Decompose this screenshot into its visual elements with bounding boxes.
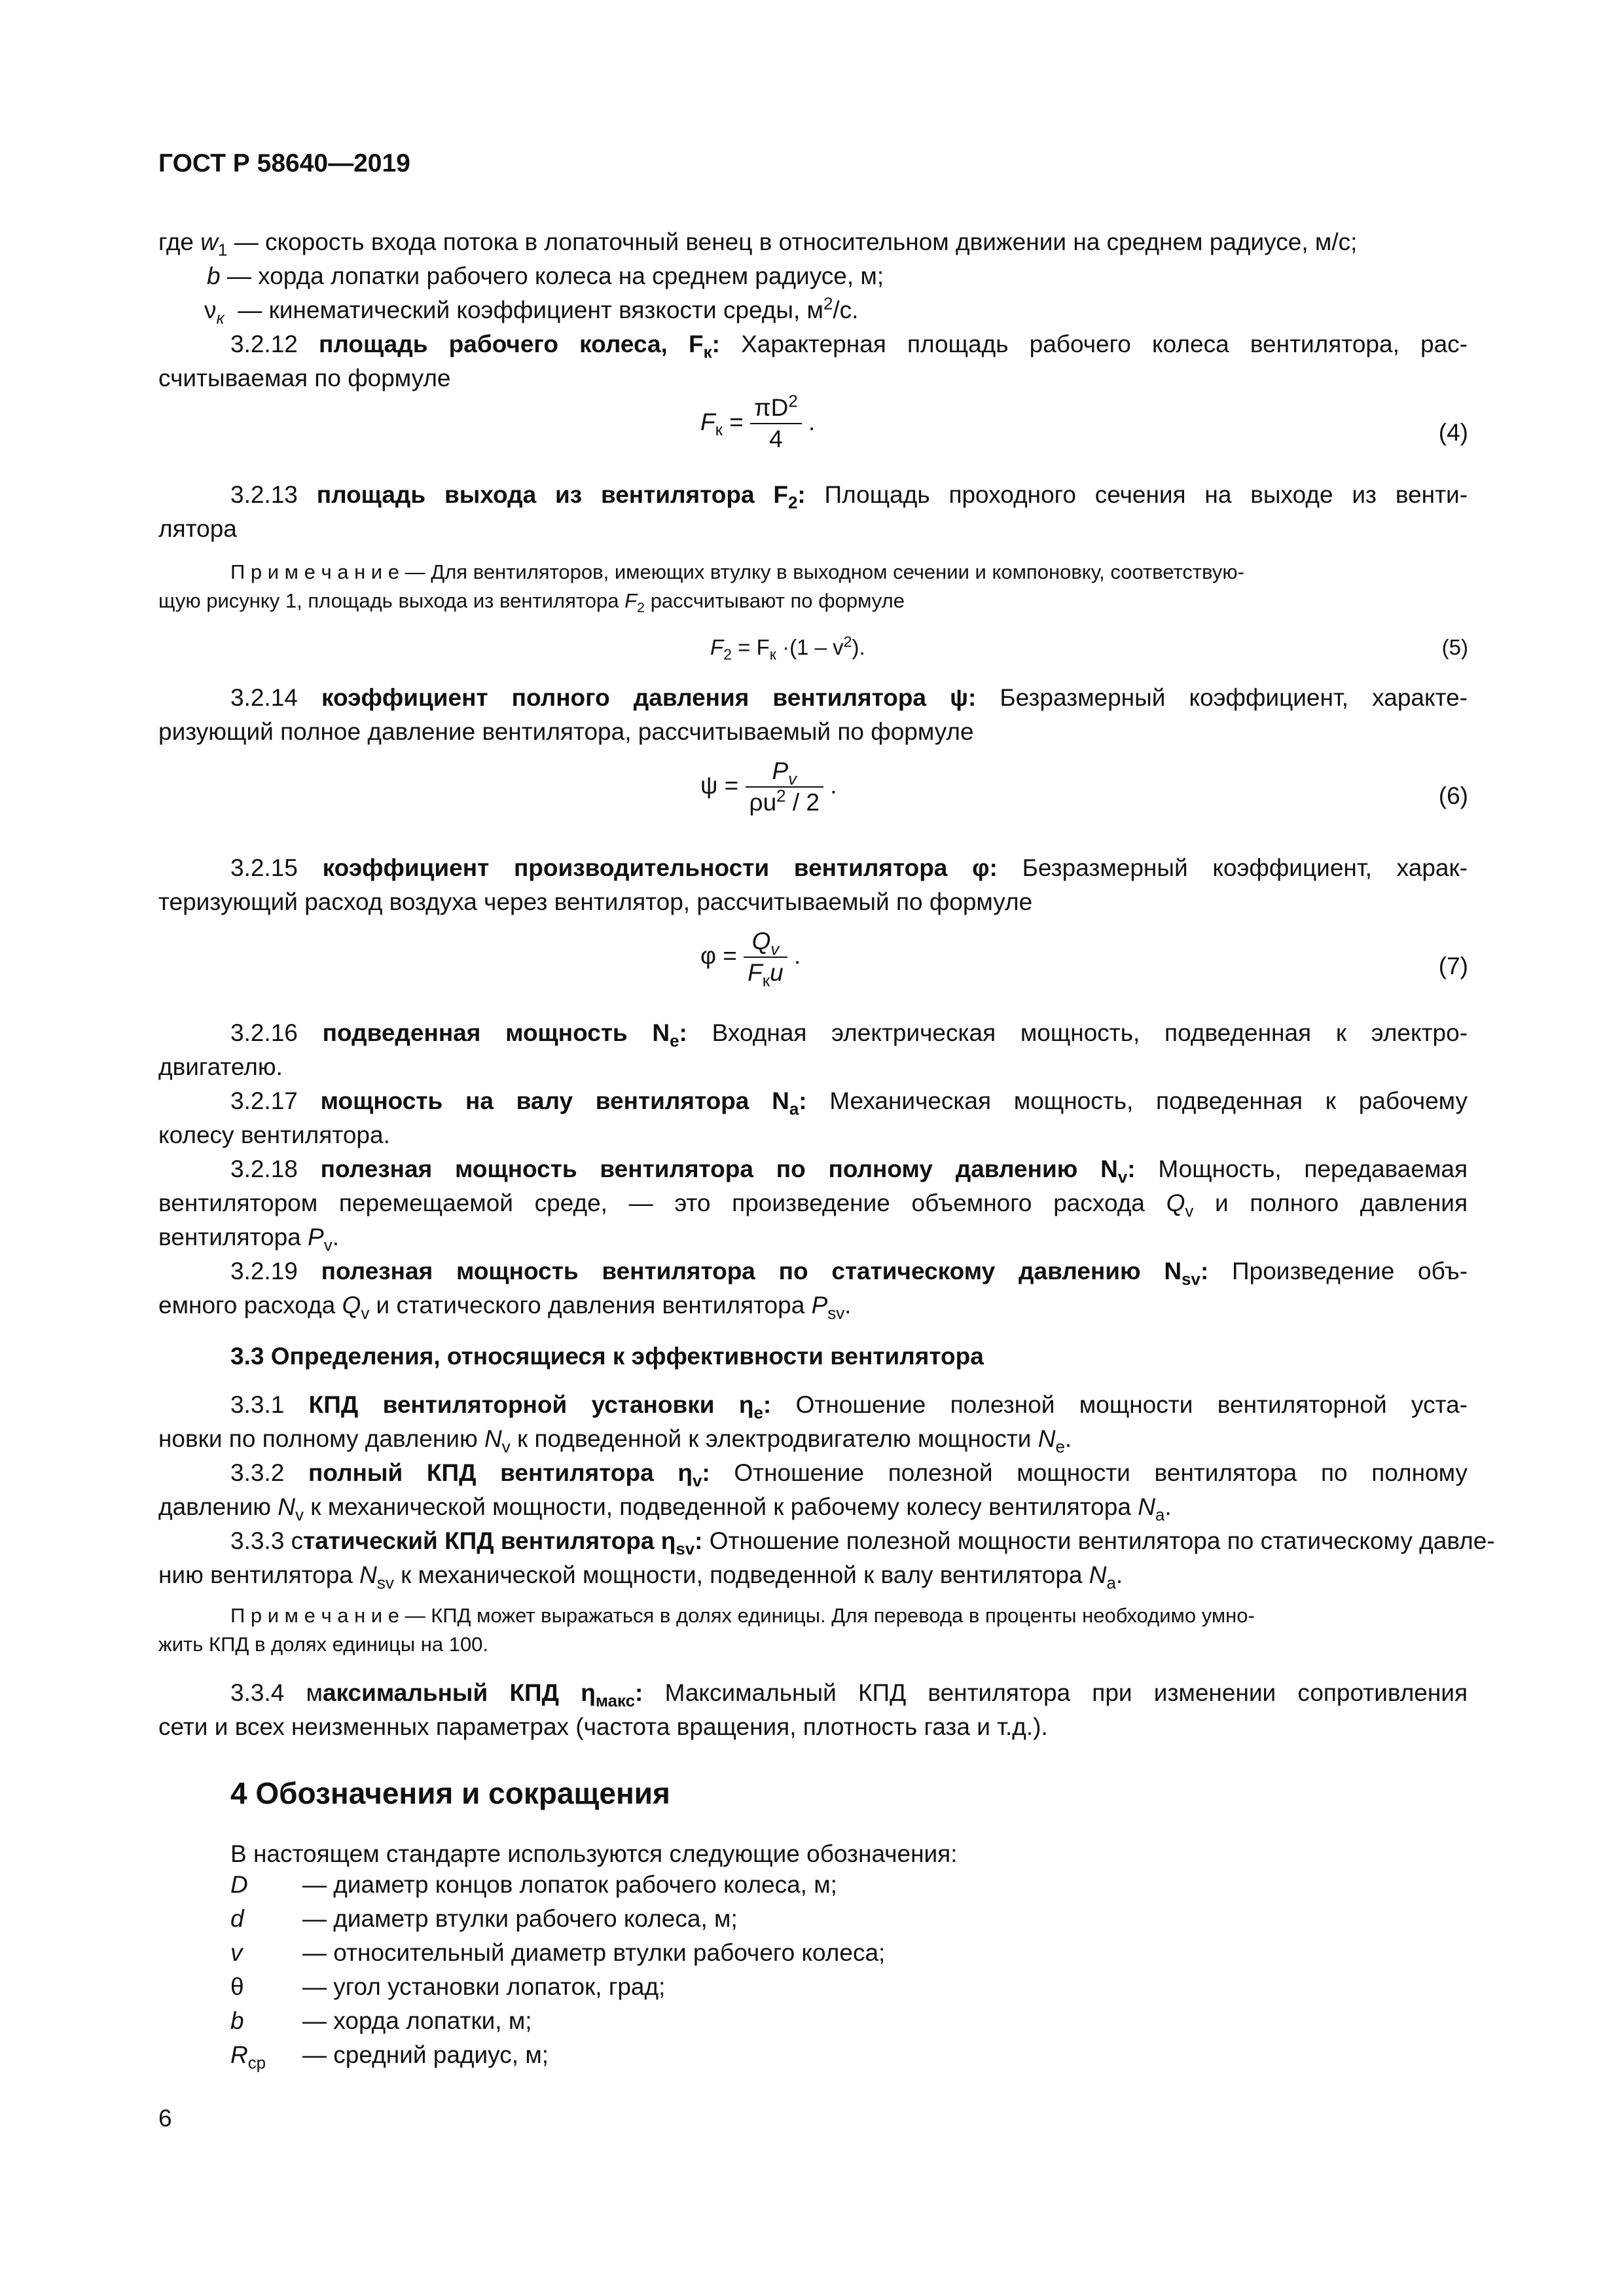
section-3-3-4-line2: сети и всех неизменных параметрах (частота вращения, плотность газа и т.д.). [158,1713,1048,1740]
section-3-2-15-line1: 3.2.15 коэффициент производительности вентилятора φ: Безразмерный коэффициент, харак- [230,854,1468,881]
page-header: ГОСТ Р 58640—2019 [158,149,410,177]
def-b: b — хорда лопатки рабочего колеса на среднем радиусе, м; [207,263,884,289]
section-3-2-16-line1: 3.2.16 подведенная мощность $N_e$: Входная электрическая мощность, подведенная к электро- [230,1019,1468,1051]
section-3-2-18-line1: 3.2.18 полезная мощность вентилятора по полному давлению $N_v$: Мощность, передаваемая [230,1156,1468,1187]
symbol-item: d — диаметр втулки рабочего колеса, м; [230,1905,738,1932]
section-3-3-3-line2: нию вентилятора $N_{sv}$ к механической мощности, подведенной к валу вентилятора $N_a$. [158,1561,1123,1593]
section-3-2-12-line1: 3.2.12 площадь рабочего колеса, $F_к$: Характерная площадь рабочего колеса вентилятора, рас- [230,331,1468,362]
page-number: 6 [158,2105,172,2132]
symbol-item: b — хорда лопатки, м; [230,2007,532,2034]
symbol-item: D — диаметр концов лопаток рабочего колеса, м; [230,1871,837,1898]
equation-number-6: (6) [1438,782,1468,809]
section-3-2-13-line1: 3.2.13 площадь выхода из вентилятора $F_2$: Площадь проходного сечения на выходе из венти- [230,481,1468,513]
section-3-2-19-line1: 3.2.19 полезная мощность вентилятора по статическому давлению $N_{sv}$: Произведение объ- [230,1258,1468,1289]
note-3-2-13-line1: П р и м е ч а н и е — Для вентиляторов, имеющих втулку в выходном сечении и компоновку, соответствую- [230,560,1244,583]
section-3-2-17-line1: 3.2.17 мощность на валу вентилятора $N_a$: Механическая мощность, подведенная к рабочему [230,1087,1468,1119]
formula-5: $F_2 = F_к \cdot(1 - v^2)$. [710,633,865,663]
section-3-2-19-line2: емного расхода $Q_v$ и статического давления вентилятора $P_{sv}$. [158,1292,852,1323]
section-3-3-1-line1: 3.3.1 КПД вентиляторной установки $\eta_e$: Отношение полезной мощности вентиляторной уста- [230,1391,1468,1423]
symbol-item: v — относительный диаметр втулки рабочего колеса; [230,1939,886,1966]
note-3-2-13-line2: щую рисунку 1, площадь выхода из вентилятора $F_2$ рассчитывают по формуле [158,589,905,616]
section-3-2-14-line2: ризующий полное давление вентилятора, рассчитываемый по формуле [158,718,974,745]
section-3-3-4-line1: 3.3.4 максимальный КПД $\eta_{макс}$: Максимальный КПД вентилятора при изменении сопротивления [230,1679,1468,1711]
section-4-intro: В настоящем стандарте используются следующие обозначения: [230,1840,958,1867]
def-w1: где $w_1$ — скорость входа потока в лопаточный венец в относительном движении на среднем радиусе, м/с; [158,228,1358,260]
equation-number-5: (5) [1441,635,1468,659]
symbol-item: $R_{ср}$ — средний радиус, м; [230,2041,549,2073]
section-3-2-12-line2: считываемая по формуле [158,365,451,392]
section-3-2-16-line2: двигателю. [158,1053,283,1080]
formula-7: φ = $\frac{Q_v}{F_кu}$ . [700,928,801,991]
subsection-3-3-title: 3.3 Определения, относящиеся к эффективности вентилятора [230,1343,984,1370]
section-3-2-13-line2: лятора [158,515,237,542]
section-3-3-3-line1: 3.3.3 статический КПД вентилятора $\eta_{sv}$: Отношение полезной мощности вентилятора по статическому давле- [230,1527,1495,1559]
section-3-2-18-line2: вентилятором перемещаемой среде, — это произведение объемного расхода $Q_v$ и полного давления [158,1190,1468,1221]
section-3-2-15-line2: теризующий расход воздуха через вентилятор, рассчитываемый по формуле [158,888,1033,915]
formula-6: ψ = $\frac{P_v}{\rho u^2 / 2}$ . [700,757,837,816]
note-3-3-3-line2: жить КПД в долях единицы на 100. [158,1633,489,1656]
section-3-2-18-line3: вентилятора $P_v$. [158,1224,339,1255]
formula-4: $F_к$ = $\frac{\pi D^2}{4}$ . [700,392,816,452]
section-3-3-2-line2: давлению $N_v$ к механической мощности, подведенной к рабочему колесу вентилятора $N_a$. [158,1493,1172,1525]
equation-number-4: (4) [1438,419,1468,446]
symbol-item: θ — угол установки лопаток, град; [230,1973,666,2000]
section-3-2-17-line2: колесу вентилятора. [158,1121,390,1148]
def-nu: $\nu_к$ — кинематический коэффициент вязкости среды, $м^2/с$. [204,295,859,328]
section-3-2-14-line1: 3.2.14 коэффициент полного давления вентилятора ψ: Безразмерный коэффициент, характе- [230,684,1468,711]
note-3-3-3-line1: П р и м е ч а н и е — КПД может выражаться в долях единицы. Для перевода в проценты необходимо умно- [230,1604,1255,1627]
section-3-3-1-line2: новки по полному давлению $N_v$ к подведенной к электродвигателю мощности $N_e$. [158,1425,1072,1457]
section-4-title: 4 Обозначения и сокращения [230,1776,670,1810]
section-3-3-2-line1: 3.3.2 полный КПД вентилятора $\eta_v$: Отношение полезной мощности вентилятора по полному [230,1459,1468,1491]
equation-number-7: (7) [1438,953,1468,979]
